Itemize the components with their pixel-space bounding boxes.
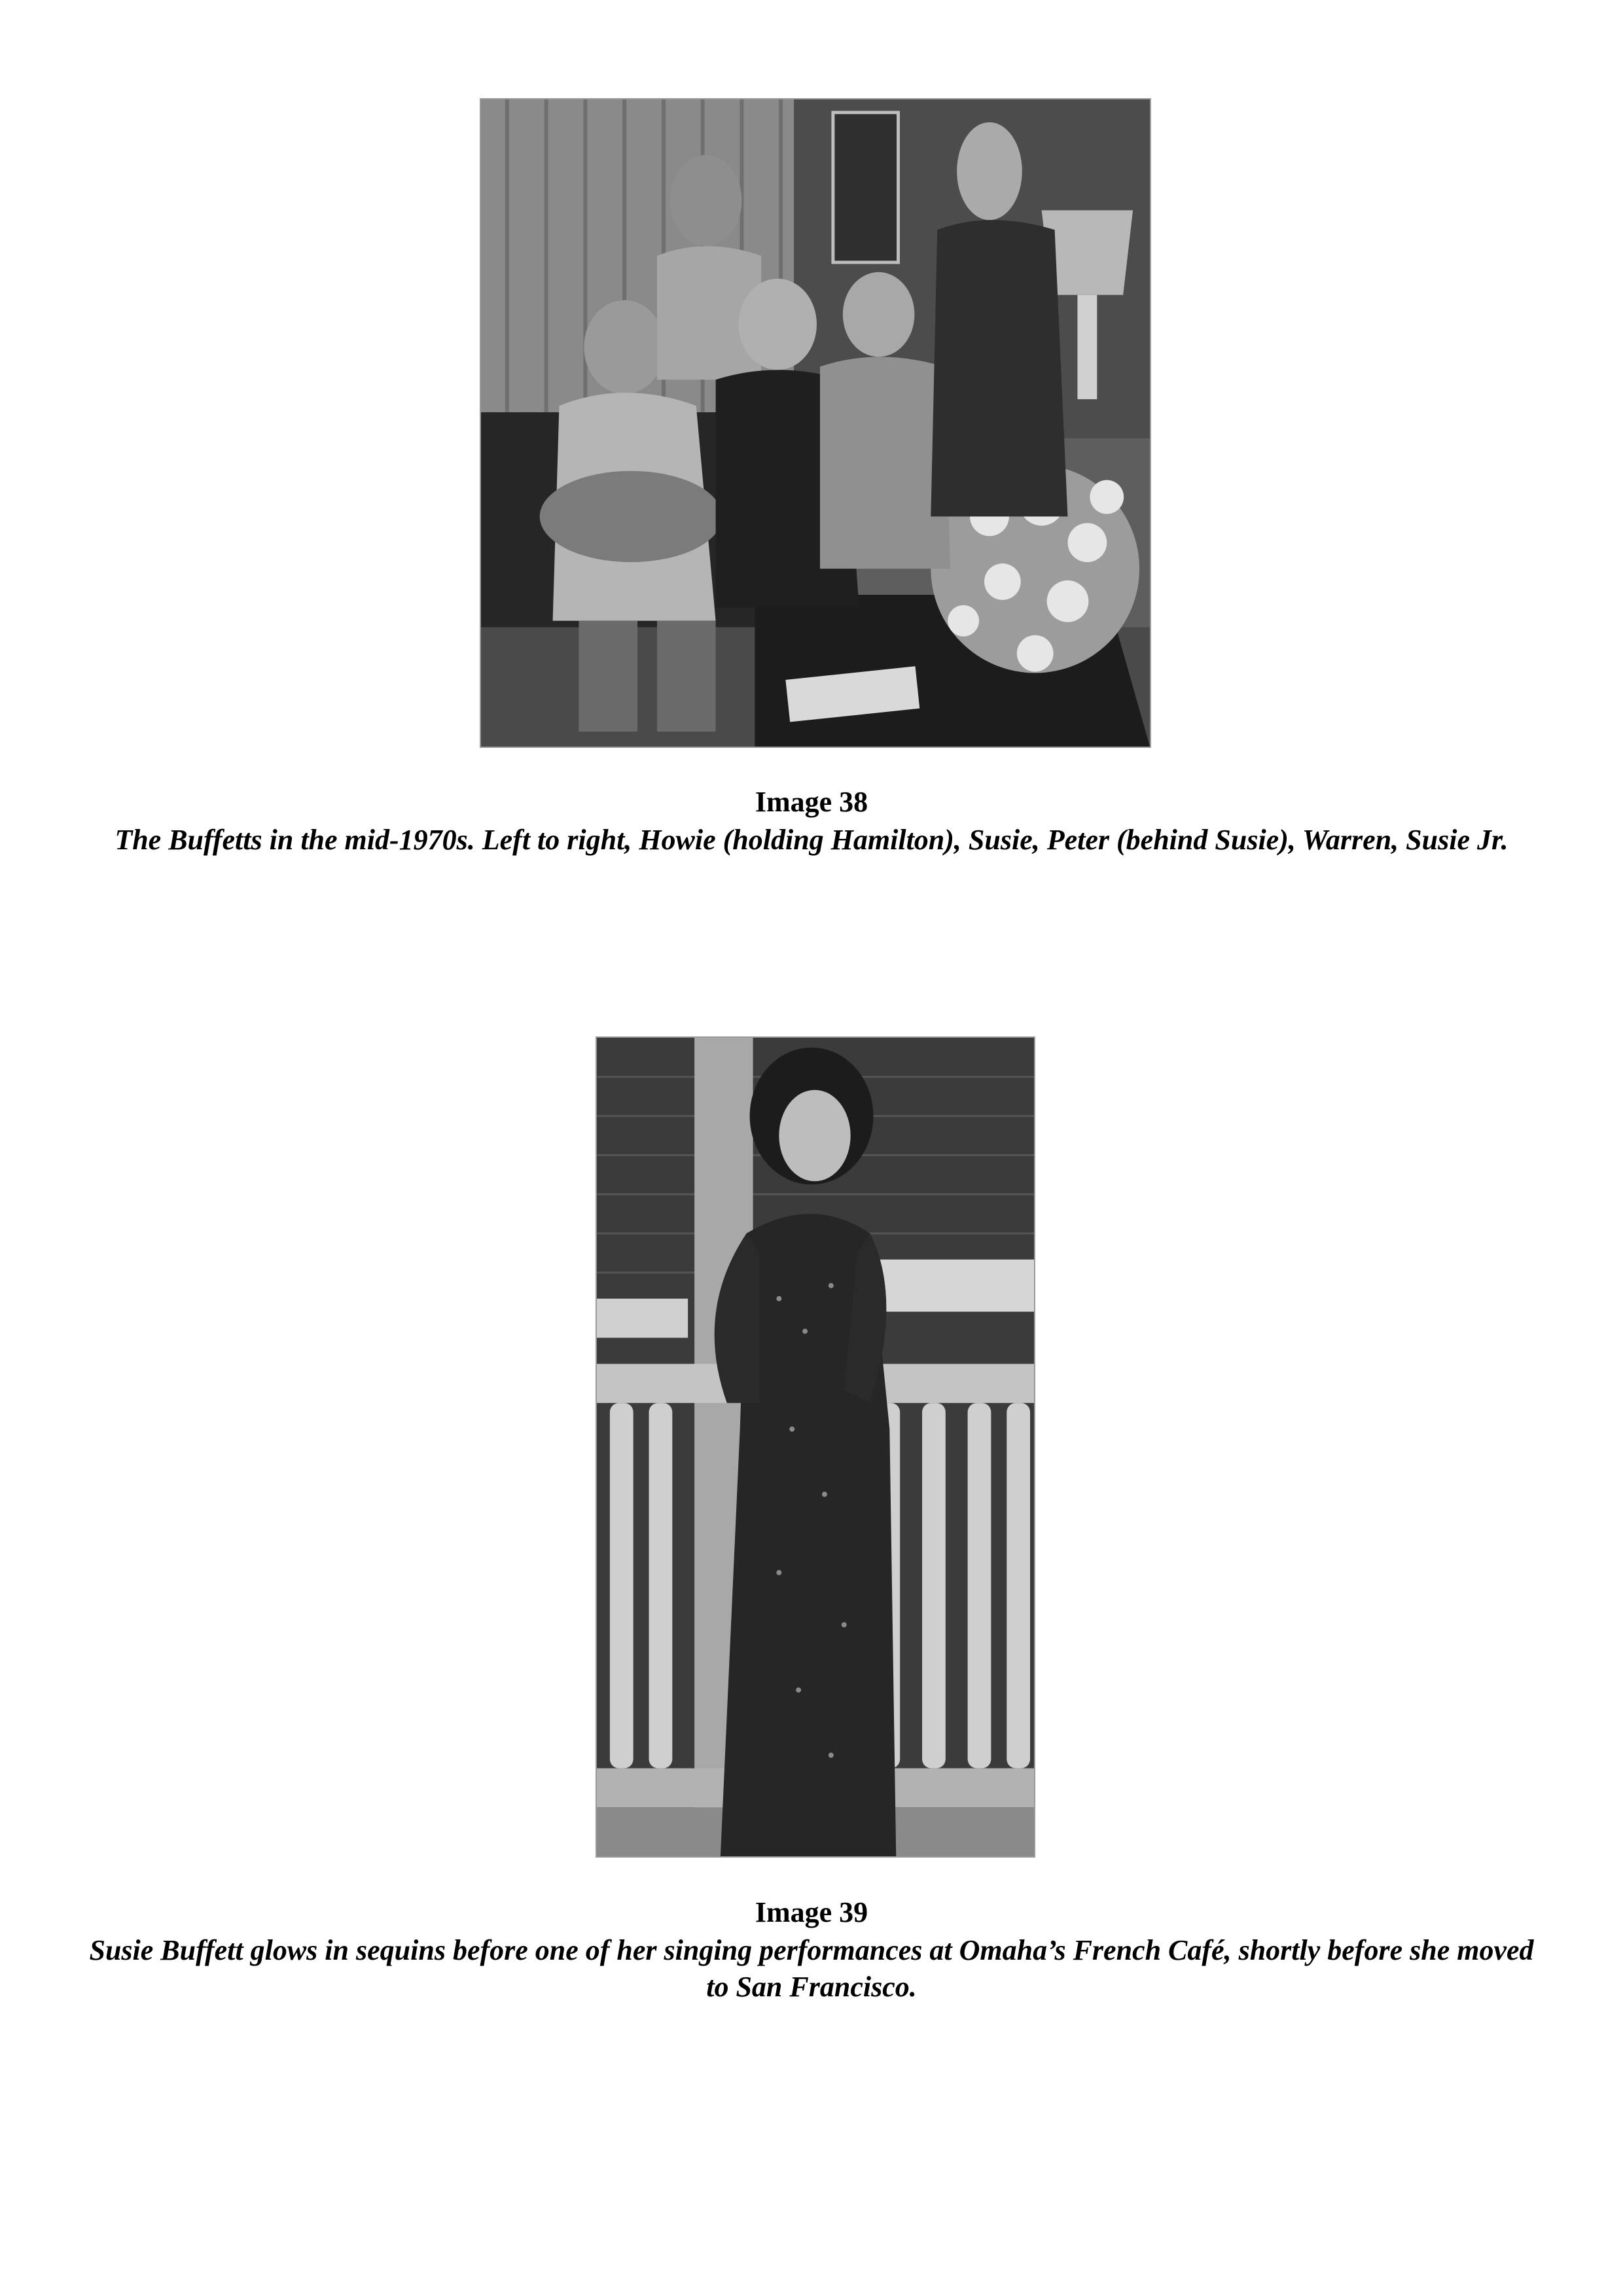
figure-caption bbox=[79, 1894, 1544, 2005]
figure-label: Image 39 bbox=[755, 1896, 868, 1928]
family-photo bbox=[480, 98, 1151, 748]
figure-description: Susie Buffett glows in sequins before one of her singing performances at Omaha’s French Café, shortly before she moved to San Francisco. bbox=[89, 1934, 1534, 2003]
figure-caption bbox=[79, 784, 1544, 858]
figure-label: Image 38 bbox=[755, 786, 868, 818]
portrait-photo bbox=[596, 1036, 1035, 1858]
figure-description: The Buffetts in the mid-1970s. Left to right, Howie (holding Hamilton), Susie, Peter (behind Susie), Warren, Susie Jr. bbox=[115, 824, 1508, 856]
family-photo-image bbox=[481, 99, 1150, 747]
portrait-photo-image bbox=[597, 1038, 1034, 1856]
